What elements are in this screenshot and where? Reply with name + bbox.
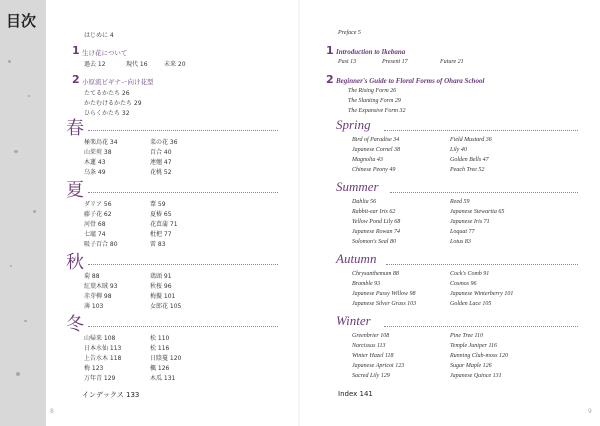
season-heading: 冬: [66, 314, 84, 335]
list-item[interactable]: Running Club-moss 120: [450, 353, 509, 359]
list-item[interactable]: 松 116: [150, 345, 170, 352]
list-item[interactable]: Solomon's Seal 80: [352, 239, 396, 245]
speck: [10, 265, 12, 267]
list-item[interactable]: Japanese Cornel 38: [352, 147, 400, 153]
list-item[interactable]: Past 13: [338, 59, 357, 65]
list-item[interactable]: Japanese Silver Grass 103: [352, 301, 417, 307]
list-item[interactable]: 極楽鳥花 34: [84, 139, 118, 146]
list-item[interactable]: Yellow Pond Lily 68: [352, 219, 401, 225]
list-item[interactable]: Japanese Quince 131: [450, 373, 502, 379]
season-heading: Winter: [336, 313, 371, 328]
list-item[interactable]: Bird of Paradise 34: [352, 137, 400, 143]
left-page: [46, 0, 300, 426]
list-item[interactable]: Narcissus 113: [352, 343, 386, 349]
list-item[interactable]: Lily 40: [450, 147, 467, 153]
chapter-number: 1: [326, 44, 334, 57]
list-item[interactable]: 山茱萸 38: [84, 149, 112, 156]
list-item[interactable]: Rabbit-ear Iris 62: [352, 209, 396, 215]
chapter-title[interactable]: 生け花について: [82, 49, 128, 57]
list-item[interactable]: Cosmos 96: [450, 281, 477, 287]
list-item[interactable]: 山帰来 108: [84, 335, 116, 342]
list-item[interactable]: Magnolia 43: [352, 157, 383, 163]
list-item[interactable]: The Rising Form 26: [348, 88, 397, 94]
list-item[interactable]: ダリア 56: [84, 201, 112, 208]
divider: [384, 130, 578, 131]
list-item[interactable]: 木瓜 131: [150, 375, 176, 382]
list-item[interactable]: 未来 20: [164, 61, 186, 68]
list-item[interactable]: 花桃 52: [150, 169, 172, 176]
list-item[interactable]: たてるかたち 26: [84, 90, 130, 97]
speck: [16, 372, 20, 376]
list-item[interactable]: 枇杷 77: [150, 231, 172, 238]
list-item[interactable]: 女郎花 105: [150, 303, 182, 310]
chapter-title[interactable]: Introduction to Ikebana: [336, 48, 406, 56]
list-item[interactable]: Japanese Pussy Willow 98: [352, 291, 416, 297]
textured-edge: [0, 0, 46, 426]
list-item[interactable]: かたむけるかたち 29: [84, 100, 142, 107]
list-item[interactable]: 夏椿 65: [150, 211, 172, 218]
list-item[interactable]: 過去 12: [84, 61, 106, 68]
index-entry[interactable]: Index 141: [338, 390, 373, 398]
list-item[interactable]: 日陰蔓 120: [150, 355, 182, 362]
list-item[interactable]: 菜の花 36: [150, 139, 178, 146]
list-item[interactable]: Loquat 77: [450, 229, 475, 235]
list-item[interactable]: Lotus 83: [450, 239, 471, 245]
list-item[interactable]: Present 17: [382, 59, 408, 65]
chapter-title[interactable]: 小原流ビギナー向け花型: [82, 78, 154, 86]
list-item[interactable]: 連翹 47: [150, 159, 172, 166]
speck: [24, 320, 27, 322]
season-heading: 春: [66, 118, 84, 139]
list-item[interactable]: 上告水木 118: [84, 355, 122, 362]
season-heading: Spring: [336, 117, 371, 132]
toc-title: 目次: [6, 12, 37, 30]
list-item[interactable]: 現代 16: [126, 61, 148, 68]
list-item[interactable]: 七竈 74: [84, 231, 106, 238]
list-item[interactable]: Japanese Stewartia 65: [450, 209, 505, 215]
list-item[interactable]: 乌条 49: [84, 169, 106, 176]
list-item[interactable]: Japanese Iris 71: [450, 219, 490, 225]
speck: [33, 210, 36, 213]
list-item[interactable]: 松 110: [150, 335, 170, 342]
list-item[interactable]: 薄 103: [84, 303, 104, 310]
list-item[interactable]: 木蓮 43: [84, 159, 106, 166]
speck: [8, 60, 11, 63]
list-item[interactable]: 秋桜 96: [150, 283, 172, 290]
speck: [28, 95, 30, 97]
list-item[interactable]: 梅擬 101: [150, 293, 176, 300]
list-item[interactable]: Japanese Rowan 74: [352, 229, 400, 235]
list-item[interactable]: Japanese Winterberry 101: [450, 291, 514, 297]
list-item[interactable]: 吸子百合 80: [84, 241, 118, 248]
chapter-number: 2: [326, 73, 334, 86]
list-item[interactable]: 赤芽柳 98: [84, 293, 112, 300]
list-item[interactable]: Greenbrier 108: [352, 333, 390, 339]
list-item[interactable]: Future 21: [440, 59, 464, 65]
list-item[interactable]: Temple Juniper 116: [450, 343, 497, 349]
list-item[interactable]: Chinese Peony 49: [352, 167, 396, 173]
list-item[interactable]: Cock's Comb 91: [450, 271, 490, 277]
list-item[interactable]: 鶏頭 91: [150, 273, 172, 280]
season-heading: Autumn: [336, 251, 377, 266]
list-item[interactable]: 日本水仙 113: [84, 345, 122, 352]
season-heading: 夏: [66, 180, 84, 201]
list-item[interactable]: ひらくかたち 32: [84, 110, 130, 117]
list-item[interactable]: Reed 59: [450, 199, 470, 205]
list-item[interactable]: Field Mustard 36: [450, 137, 492, 143]
list-item[interactable]: 河骨 68: [84, 221, 106, 228]
list-item[interactable]: Golden Lace 105: [450, 301, 492, 307]
divider: [88, 130, 278, 131]
list-item[interactable]: Sugar Maple 126: [450, 363, 492, 369]
list-item[interactable]: Golden Bells 47: [450, 157, 489, 163]
list-item[interactable]: 百合 40: [150, 149, 172, 156]
list-item[interactable]: 雷 83: [150, 241, 166, 248]
list-item[interactable]: Pine Tree 110: [450, 333, 483, 339]
divider: [384, 326, 578, 327]
chapter-number: 1: [72, 44, 80, 57]
divider: [386, 264, 578, 265]
list-item[interactable]: Dahlia 56: [352, 199, 377, 205]
right-page: [300, 0, 600, 426]
chapter-title[interactable]: Beginner's Guide to Floral Forms of Ohara School: [336, 77, 485, 85]
list-item[interactable]: Japanese Apricot 123: [352, 363, 405, 369]
divider: [88, 326, 278, 327]
page-number: 8: [50, 408, 54, 415]
divider: [88, 264, 278, 265]
list-item[interactable]: Chrysanthemum 88: [352, 271, 399, 277]
list-item[interactable]: 万年青 129: [84, 375, 116, 382]
list-item[interactable]: The Expansive Form 32: [348, 108, 406, 114]
list-item[interactable]: 紅葉木賊 93: [84, 283, 118, 290]
season-heading: 秋: [66, 252, 84, 273]
list-item[interactable]: The Slanting Form 29: [348, 98, 401, 104]
list-item[interactable]: Sacred Lily 129: [352, 373, 390, 379]
index-entry[interactable]: インデックス 133: [82, 391, 140, 399]
list-item[interactable]: 梅 123: [84, 365, 104, 372]
list-item[interactable]: 楓 126: [150, 365, 170, 372]
list-item[interactable]: 藤子花 62: [84, 211, 112, 218]
chapter-number: 2: [72, 73, 80, 86]
list-item[interactable]: Winter Hazel 118: [352, 353, 394, 359]
list-item[interactable]: Peach Tree 52: [450, 167, 485, 173]
divider: [390, 192, 578, 193]
divider: [88, 192, 278, 193]
page-number: 9: [588, 408, 592, 415]
list-item[interactable]: Bramble 93: [352, 281, 381, 287]
list-item[interactable]: 葦 59: [150, 201, 166, 208]
season-heading: Summer: [336, 179, 379, 194]
intro-entry[interactable]: はじめに 4: [84, 32, 114, 39]
speck: [14, 150, 18, 153]
list-item[interactable]: 花菖蒲 71: [150, 221, 178, 228]
preface-entry[interactable]: Preface 5: [338, 30, 361, 36]
list-item[interactable]: 菊 88: [84, 273, 100, 280]
